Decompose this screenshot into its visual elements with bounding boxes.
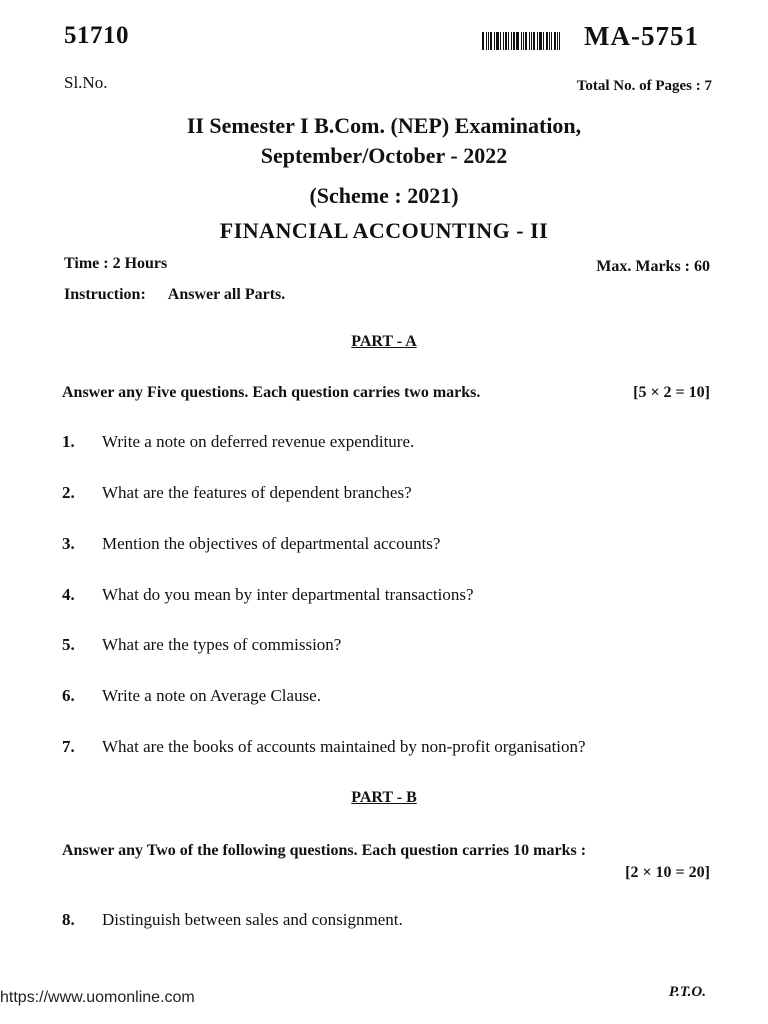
part-a-instruction [62, 384, 710, 402]
paper-code: MA-5751 [584, 21, 699, 51]
serial-number-label: Sl.No. [64, 73, 108, 92]
question-text: What are the books of accounts maintained by non-profit organisation? [102, 737, 586, 756]
subject-title: FINANCIAL ACCOUNTING - II [219, 218, 549, 243]
part-b-instruction [62, 842, 710, 882]
barcode-bar [551, 32, 552, 50]
question-number: 1. [62, 432, 75, 451]
please-turn-over: P.T.O. [668, 984, 706, 1000]
question-text: Mention the objectives of departmental accounts? [102, 534, 441, 553]
question-item [62, 585, 474, 605]
barcode-bar [543, 32, 544, 50]
barcode-bar [554, 32, 556, 50]
question-number: 4. [62, 585, 75, 604]
barcode-bar [523, 32, 524, 50]
barcode-bar [513, 32, 515, 50]
question-text: What are the features of dependent branches? [102, 483, 412, 502]
question-item [62, 686, 321, 706]
barcode-bar [494, 32, 495, 50]
question-number: 8. [62, 910, 75, 929]
barcode-bar [490, 32, 492, 50]
barcode-bar [521, 32, 522, 50]
part-a-heading: PART - A [351, 333, 417, 350]
question-text: Write a note on Average Clause. [102, 686, 321, 705]
barcode-bar [496, 32, 499, 50]
question-number: 7. [62, 737, 75, 756]
question-number: 2. [62, 483, 75, 502]
part-b-heading: PART - B [351, 789, 417, 806]
total-pages: Total No. of Pages : 7 [576, 78, 712, 94]
barcode-bar [546, 32, 548, 50]
part-b-instruction-line [62, 842, 710, 860]
exam-title: II Semester I B.Com. (NEP) Examination, [186, 113, 582, 138]
question-text: Write a note on deferred revenue expenditure. [102, 432, 415, 451]
barcode-bar [549, 32, 550, 50]
instruction-label: Instruction: [64, 286, 146, 303]
question-item [62, 635, 341, 655]
barcode-bar [531, 32, 532, 50]
barcode-bar [537, 32, 538, 50]
exam-session: September/October - 2022 [260, 143, 508, 168]
barcode-bar [539, 32, 542, 50]
question-item [62, 483, 412, 503]
barcode-bar [516, 32, 519, 50]
barcode-bar [511, 32, 512, 50]
question-item [62, 432, 414, 452]
barcode-bar [533, 32, 535, 50]
max-marks: Max. Marks : 60 [596, 258, 710, 275]
barcode-bar [559, 32, 560, 50]
barcode-bar [529, 32, 530, 50]
question-text: What do you mean by inter departmental transactions? [102, 585, 474, 604]
instruction-text: Answer all Parts. [167, 286, 286, 303]
question-item [62, 737, 586, 757]
exam-scheme: (Scheme : 2021) [309, 183, 459, 208]
question-text: Distinguish between sales and consignment. [102, 910, 403, 929]
barcode-bar [557, 32, 558, 50]
barcode-bar [488, 32, 489, 50]
part-a-marks: [5 × 2 = 10] [633, 384, 710, 401]
part-b-marks: [2 × 10 = 20] [625, 864, 710, 881]
barcode-bar [503, 32, 504, 50]
barcode-bar [505, 32, 507, 50]
question-number: 6. [62, 686, 75, 705]
question-number: 3. [62, 534, 75, 553]
question-item [62, 910, 403, 930]
instruction [64, 286, 285, 304]
part-b-instruction-text: Answer any Two of the following questions. Each question carries 10 marks : [62, 842, 587, 859]
barcode-image [482, 32, 566, 50]
question-text: What are the types of commission? [102, 635, 342, 654]
barcode-bar [525, 32, 527, 50]
barcode-bar [508, 32, 509, 50]
time-allowed: Time : 2 Hours [64, 255, 168, 272]
source-url: https://www.uomonline.com [0, 989, 195, 1006]
question-number: 5. [62, 635, 75, 654]
barcode-bar [482, 32, 484, 50]
register-code: 51710 [64, 22, 129, 49]
barcode-bar [500, 32, 501, 50]
part-a-instruction-text: Answer any Five questions. Each question carries two marks. [62, 384, 481, 401]
barcode-bar [486, 32, 487, 50]
question-item [62, 534, 440, 554]
